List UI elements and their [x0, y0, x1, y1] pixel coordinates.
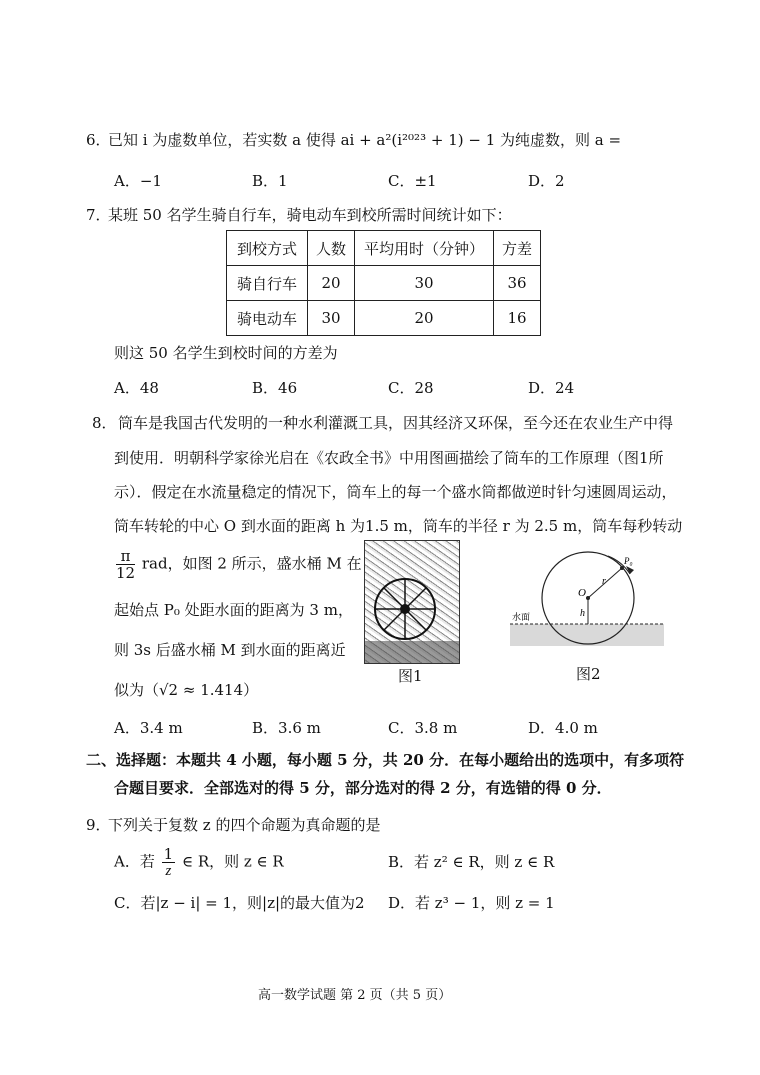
table-row [227, 266, 541, 301]
table-cell: 30 [355, 266, 494, 301]
water-region [510, 624, 664, 646]
q7-option-c: C．28 [388, 379, 434, 397]
p0-point [620, 566, 624, 570]
q8-line: 到使用．明朝科学家徐光启在《农政全书》中用图画描绘了筒车的工作原理（图1所 [114, 449, 664, 467]
fraction-denominator: z [165, 863, 172, 879]
q8-line: rad，如图 2 所示，盛水桶 M 在 [141, 554, 362, 573]
p0-label: P₀ [624, 556, 633, 566]
q6-text: 已知 i 为虚数单位，若实数 a 使得 ai + a²(i²⁰²³ + 1) − 1 为纯虚数，则 a = [108, 131, 622, 149]
q7-option-d: D．24 [528, 379, 575, 397]
table-header: 人数 [308, 231, 355, 266]
q8-line: 示）．假定在水流量稳定的情况下，筒车上的每一个盛水筒都做逆时针匀速圆周运动， [114, 483, 677, 501]
q6-option-b: B．1 [252, 172, 288, 190]
table-cell: 骑电动车 [227, 301, 308, 336]
q6-option-c: C．±1 [388, 172, 437, 190]
figure-2-caption: 图2 [576, 665, 601, 683]
q7-option-b: B．46 [252, 379, 298, 397]
q7-number: 7． [86, 206, 111, 224]
radius-label: r [602, 576, 606, 587]
one-over-z-fraction [162, 846, 176, 879]
page-footer: 高一数学试题 第 2 页（共 5 页） [258, 988, 452, 1003]
q9-option-a [114, 846, 284, 879]
commute-table [226, 230, 541, 336]
figure-1-caption: 图1 [398, 667, 423, 685]
table-header: 方差 [494, 231, 541, 266]
table-cell: 36 [494, 266, 541, 301]
q9-option-d: D．若 z³ − 1，则 z = 1 [388, 894, 555, 912]
table-row [227, 301, 541, 336]
q8-option-a: A．3.4 m [114, 719, 183, 737]
q7-text: 某班 50 名学生骑自行车，骑电动车到校所需时间统计如下： [108, 206, 512, 224]
table-cell: 20 [355, 301, 494, 336]
waterwheel-illustration [364, 540, 460, 664]
center-label: O [578, 587, 586, 599]
q6-option-d: D．2 [528, 172, 565, 190]
height-label: h [580, 608, 585, 619]
table-header: 到校方式 [227, 231, 308, 266]
q8-line: 筒车是我国古代发明的一种水利灌溉工具，因其经济又环保，至今还在农业生产中得 [118, 414, 674, 432]
q9-option-a-prefix: A．若 [114, 852, 155, 871]
q8-line: 似为（√2 ≈ 1.414） [114, 681, 259, 699]
q9-option-a-suffix: ∈ R，则 z ∈ R [181, 852, 284, 871]
waterwheel-diagram [508, 548, 668, 652]
q9-text: 下列关于复数 z 的四个命题为真命题的是 [108, 816, 381, 834]
q8-option-c: C．3.8 m [388, 719, 458, 737]
fraction-numerator: 1 [163, 845, 174, 863]
q8-line: 则 3s 后盛水桶 M 到水面的距离近 [114, 641, 346, 659]
section-2-heading: 合题目要求．全部选对的得 5 分，部分选对的得 2 分，有选错的得 0 分． [114, 779, 612, 797]
table-header-row [227, 231, 541, 266]
q9-option-b: B．若 z² ∈ R，则 z ∈ R [388, 853, 555, 871]
q6-number: 6． [86, 131, 111, 149]
q8-number: 8． [92, 414, 117, 432]
q8-line: 筒车转轮的中心 O 到水面的距离 h 为1.5 m，筒车的半径 r 为 2.5 m，筒车每秒转动 [114, 517, 683, 535]
table-cell: 骑自行车 [227, 266, 308, 301]
water-label: 水面 [512, 613, 531, 623]
q8-fraction-line [114, 548, 362, 581]
q9-number: 9． [86, 816, 111, 834]
q7-option-a: A．48 [114, 379, 159, 397]
table-cell: 30 [308, 301, 355, 336]
q8-line: 起始点 P₀ 处距水面的距离为 3 m， [114, 601, 353, 619]
section-2-heading: 二、选择题：本题共 4 小题，每小题 5 分，共 20 分．在每小题给出的选项中，有多项符 [86, 751, 685, 769]
table-cell: 20 [308, 266, 355, 301]
q8-option-d: D．4.0 m [528, 719, 598, 737]
q7-question: 则这 50 名学生到校时间的方差为 [114, 344, 338, 362]
fraction-denominator: 12 [116, 564, 136, 582]
table-header: 平均用时（分钟） [355, 231, 494, 266]
q6-option-a: A．−1 [114, 172, 162, 190]
q9-option-c: C．若|z − i| = 1，则|z|的最大值为2 [114, 894, 365, 912]
fraction-numerator: π [116, 548, 135, 565]
rotation-fraction [116, 548, 135, 581]
q8-option-b: B．3.6 m [252, 719, 321, 737]
waterwheel-drawing [365, 541, 459, 663]
table-cell: 16 [494, 301, 541, 336]
